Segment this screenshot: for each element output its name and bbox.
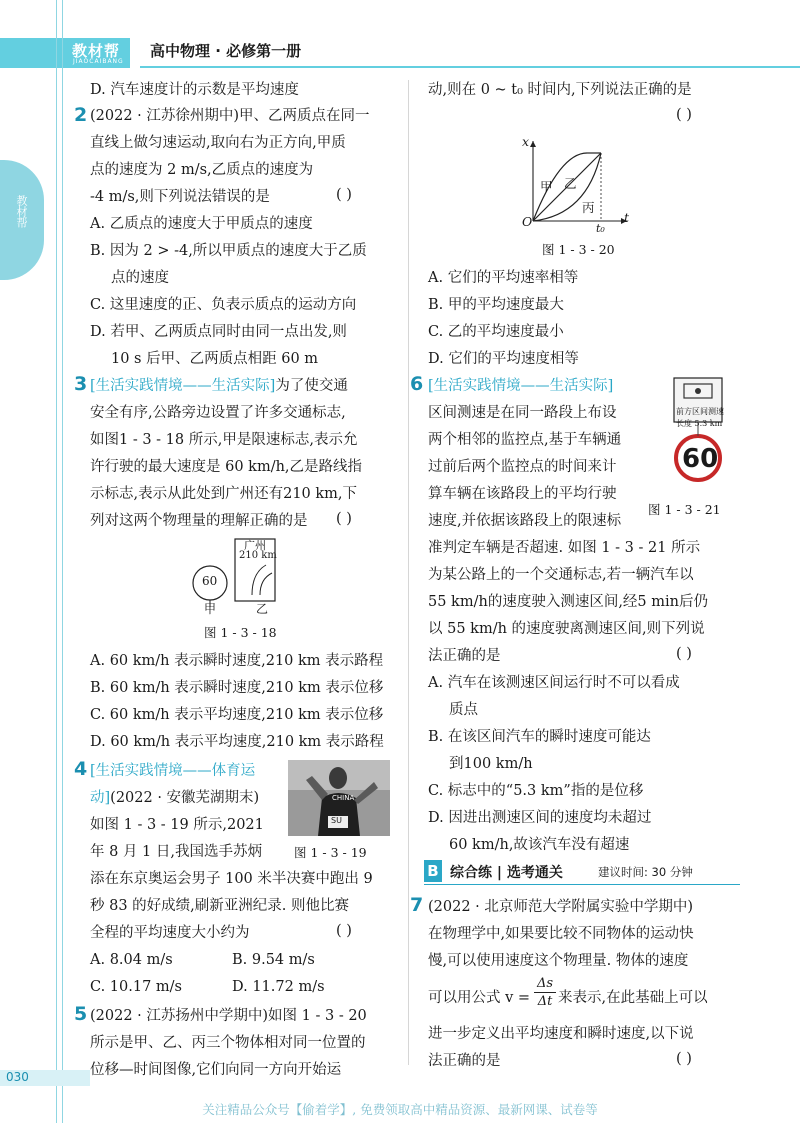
q4-line: 年 8 月 1 日,我国选手苏炳	[90, 844, 262, 860]
q3-line: 安全有序,公路旁边设置了许多交通标志,	[90, 405, 346, 421]
q6-line: 55 km/h的速度驶入测速区间,经5 min后仍	[428, 594, 708, 610]
q2-line: 直线上做匀速运动,取向右为正方向,甲质	[90, 135, 346, 151]
answer-paren: ( )	[676, 646, 692, 662]
q5-option: D. 它们的平均速度相等	[428, 351, 579, 367]
q2-option: D. 若甲、乙两质点同时由同一点出发,则	[90, 324, 347, 340]
q5-line: 所示是甲、乙、丙三个物体相对同一位置的	[90, 1035, 366, 1051]
q1-option-d: D. 汽车速度计的示数是平均速度	[90, 82, 299, 98]
header-rule	[140, 66, 800, 68]
q4-option: D. 11.72 m/s	[232, 979, 325, 995]
x-axis-label: t	[624, 210, 630, 225]
question-number: 2	[74, 104, 88, 126]
answer-paren: ( )	[676, 1051, 692, 1067]
q6-option: A. 汽车在该测速区间运行时不可以看成	[428, 675, 680, 691]
q6-option: C. 标志中的“5.3 km”指的是位移	[428, 783, 644, 799]
q6-line: 区间测速是在同一路段上布设	[428, 405, 617, 421]
q3-option: B. 60 km/h 表示瞬时速度,210 km 表示位移	[90, 680, 384, 696]
bib-text: SU	[331, 816, 342, 825]
q3-line: 示标志,表示从此处到广州还有210 km,下	[90, 486, 358, 502]
q2-option: 点的速度	[111, 270, 169, 286]
q2-option: A. 乙质点的速度大于甲质点的速度	[90, 216, 313, 232]
section-rule	[424, 884, 740, 885]
label-yi: 乙	[564, 176, 577, 191]
q4-line2	[90, 788, 259, 808]
q2-option: C. 这里速度的正、负表示质点的运动方向	[90, 297, 357, 313]
question-number: 4	[74, 758, 88, 780]
q5-continuation: 动,则在 0 ~ t₀ 时间内,下列说法正确的是	[428, 82, 692, 98]
q7-line: 在物理学中,如果要比较不同物体的运动快	[428, 926, 694, 942]
q2-line: 点的速度为 2 m/s,乙质点的速度为	[90, 162, 314, 178]
margin-line	[56, 0, 57, 1123]
context-tag: 动]	[90, 790, 111, 806]
answer-paren: ( )	[336, 511, 352, 527]
brand-sub: JIAOCAIBANG	[73, 58, 124, 65]
q5-option: A. 它们的平均速率相等	[428, 270, 579, 286]
q6-line: 以 55 km/h 的速度驶离测速区间,则下列说	[428, 621, 705, 637]
sign-line2: 长度 5.3 km	[676, 419, 723, 428]
q3-line: 列对这两个物理量的理解正确的是	[90, 513, 308, 529]
q4-line: 添在东京奥运会男子 100 米半决赛中跑出 9	[90, 871, 373, 887]
margin-line	[62, 0, 63, 1123]
q7-line: 慢,可以使用速度这个物理量. 物体的速度	[428, 953, 689, 969]
origin-label: O	[522, 214, 533, 229]
context-tag: [生活实践情境——生活实际]	[428, 378, 614, 394]
figure-caption: 图 1 - 3 - 19	[294, 845, 367, 860]
t0-label: t₀	[596, 222, 605, 235]
context-tag: [生活实践情境——生活实际]	[90, 378, 276, 394]
q5-option: B. 甲的平均速度最大	[428, 297, 564, 313]
q4-line: 如图 1 - 3 - 19 所示,2021	[90, 817, 264, 833]
q4-line: 全程的平均速度大小约为	[90, 925, 250, 941]
q2-line: -4 m/s,则下列说法错误的是	[90, 189, 270, 205]
sign-limit: 60	[682, 444, 719, 474]
side-tab-label: 教材帮	[15, 195, 28, 228]
label-bing: 丙	[582, 200, 595, 215]
q4-option: C. 10.17 m/s	[90, 979, 182, 995]
column-divider	[408, 80, 409, 1065]
q5-line: 位移—时间图像,它们向同一方向开始运	[90, 1062, 342, 1078]
label-yi: 乙	[256, 602, 269, 616]
answer-paren: ( )	[676, 107, 692, 123]
section-time: 建议时间: 30 分钟	[598, 865, 693, 879]
formula-numerator: Δs	[534, 976, 556, 993]
section-badge: B	[424, 860, 442, 882]
q6-line: 算车辆在该路段上的平均行驶	[428, 486, 617, 502]
q6-line: 为某公路上的一个交通标志,若一辆汽车以	[428, 567, 694, 583]
book-title: 高中物理 · 必修第一册	[150, 42, 302, 60]
sign-line1: 前方区间测速	[676, 407, 724, 416]
q2-option: 10 s 后甲、乙两质点相距 60 m	[111, 351, 319, 367]
q6-option: D. 因进出测速区间的速度均未超过	[428, 810, 652, 826]
q7-formula-post: 来表示,在此基础上可以	[558, 990, 708, 1006]
route-city: 广州	[244, 539, 266, 552]
q2-option: B. 因为 2 > -4,所以甲质点的速度大于乙质	[90, 243, 367, 259]
formula-denominator: Δt	[537, 994, 553, 1009]
q6-line: 速度,并依据该路段上的限速标	[428, 513, 622, 529]
route-arrow	[260, 573, 272, 595]
q3-line: 如图1 - 3 - 18 所示,甲是限速标志,表示允	[90, 432, 358, 448]
label-jia: 甲	[204, 602, 217, 616]
q4-option: B. 9.54 m/s	[232, 952, 315, 968]
q6-option: 60 km/h,故该汽车没有超速	[449, 837, 630, 853]
q3-text: 为了使交通	[275, 378, 348, 394]
q5-option: C. 乙的平均速度最小	[428, 324, 564, 340]
q6-line: 法正确的是	[428, 648, 501, 664]
jersey-text: CHINA	[332, 794, 355, 802]
figure-caption: 图 1 - 3 - 21	[648, 502, 721, 517]
sign-jia-value: 60	[202, 574, 218, 588]
q6-line: 过前后两个监控点的时间来计	[428, 459, 617, 475]
question-number: 7	[410, 894, 424, 916]
q6-option: 质点	[449, 702, 478, 718]
q3-option: C. 60 km/h 表示平均速度,210 km 表示位移	[90, 707, 384, 723]
q7-formula-pre: 可以用公式 v =	[428, 990, 531, 1006]
q6-option: B. 在该区间汽车的瞬时速度可能达	[428, 729, 651, 745]
q6-line: 两个相邻的监控点,基于车辆通	[428, 432, 622, 448]
context-tag: [生活实践情境——体育运	[90, 763, 256, 779]
figure-caption: 图 1 - 3 - 20	[542, 242, 615, 257]
q4-line: 秒 83 的好成绩,刷新亚洲纪录. 则他比赛	[90, 898, 349, 914]
q5-line: (2022 · 江苏扬州中学期中)如图 1 - 3 - 20	[90, 1008, 367, 1024]
q7-line: (2022 · 北京师范大学附属实验中学期中)	[428, 899, 694, 915]
q2-line: (2022 · 江苏徐州期中)甲、乙两质点在同一	[90, 108, 370, 124]
q7-line: 法正确的是	[428, 1053, 501, 1069]
question-number: 3	[74, 373, 88, 395]
q3-option: D. 60 km/h 表示平均速度,210 km 表示路程	[90, 734, 384, 750]
q3-first-line	[90, 376, 348, 396]
y-axis-label: x	[522, 134, 530, 149]
brand-logo: 教材帮	[72, 42, 121, 60]
q6-option: 到100 km/h	[449, 756, 533, 772]
q3-line: 许行驶的最大速度是 60 km/h,乙是路线指	[90, 459, 363, 475]
question-number: 6	[410, 373, 424, 395]
q7-line: 进一步定义出平均速度和瞬时速度,以下说	[428, 1026, 694, 1042]
footer-note: 关注精品公众号【偷着学】, 免费领取高中精品资源、最新网课、试卷等	[202, 1102, 598, 1117]
route-distance: 210 km	[239, 550, 277, 561]
section-title: 综合练 | 选考通关	[450, 865, 563, 881]
label-jia: 甲	[540, 179, 553, 194]
q6-line: 准判定车辆是否超速. 如图 1 - 3 - 21 所示	[428, 540, 701, 556]
figure-caption: 图 1 - 3 - 18	[204, 625, 277, 640]
page-number: 030	[6, 1070, 29, 1084]
q4-source: (2022 · 安徽芜湖期末)	[110, 790, 260, 806]
answer-paren: ( )	[336, 923, 352, 939]
q4-option: A. 8.04 m/s	[90, 952, 173, 968]
answer-paren: ( )	[336, 187, 352, 203]
q3-option: A. 60 km/h 表示瞬时速度,210 km 表示路程	[90, 653, 384, 669]
question-number: 5	[74, 1003, 88, 1025]
